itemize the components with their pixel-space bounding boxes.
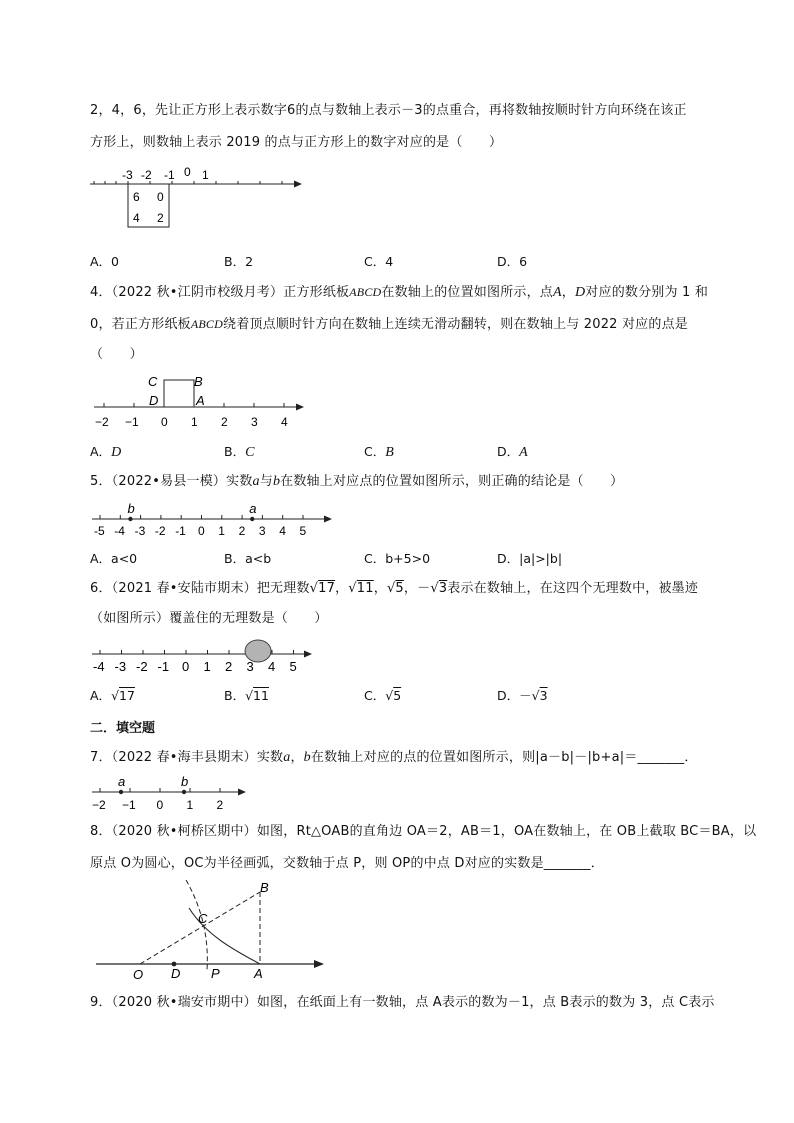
q7-axis-label: 0 bbox=[156, 798, 164, 812]
q5-text-line1: 5．（2022•易县一模）实数a与b在数轴上对应点的位置如图所示，则正确的结论是（ ） bbox=[90, 474, 624, 489]
q6-axis-label: -1 bbox=[157, 659, 170, 674]
q4-axis-label: 3 bbox=[251, 415, 258, 429]
q5-axis-label: -1 bbox=[175, 524, 186, 538]
q5-axis-label: -4 bbox=[114, 524, 125, 538]
q5-point-label: b bbox=[127, 501, 135, 516]
q5-option-a: A．a<0 bbox=[90, 551, 138, 566]
q5-point bbox=[250, 517, 254, 521]
q3-option-c: C．4 bbox=[364, 254, 394, 269]
q8-label-b: B bbox=[260, 880, 269, 895]
q6-text-line1: 6．（2021 春•安陆市期末）把无理数√17，√11，√5，－√3表示在数轴上，在这四个无理数中，被墨迹 bbox=[90, 581, 699, 596]
q8-segment-ob bbox=[140, 892, 260, 964]
q7-point bbox=[119, 790, 123, 794]
q5-axis-label: 1 bbox=[218, 524, 225, 538]
q3-text-line2: 方形上，则数轴上表示 2019 的点与正方形上的数字对应的是（ ） bbox=[90, 135, 503, 150]
q6-axis-label: 4 bbox=[268, 659, 276, 674]
q4-option-a: A．D bbox=[90, 444, 122, 460]
q7-point-label: a bbox=[118, 774, 126, 789]
q8-label-o: O bbox=[133, 967, 144, 982]
q8-geometry-figure bbox=[94, 880, 334, 980]
q3-option-b: B．2 bbox=[224, 254, 254, 269]
q4-axis-label: 1 bbox=[191, 415, 198, 429]
sqrt-3: √3 bbox=[430, 581, 448, 596]
q4-number-line-figure bbox=[90, 370, 310, 432]
q6-option-d: D．－√3 bbox=[497, 688, 548, 703]
q8-label-d: D bbox=[171, 966, 181, 981]
q7-axis-label: −2 bbox=[92, 798, 106, 812]
sqrt-5: √5 bbox=[386, 581, 404, 596]
q5-point bbox=[128, 517, 132, 521]
q6-axis-label: -2 bbox=[136, 659, 148, 674]
q8-label-c: C bbox=[198, 911, 208, 926]
q7-point-label: b bbox=[181, 774, 189, 789]
q7-number-line-figure bbox=[90, 773, 260, 815]
q6-axis-label: -4 bbox=[93, 659, 105, 674]
q5-axis-label: 5 bbox=[299, 524, 307, 538]
q3-square-number: 2 bbox=[157, 211, 164, 225]
q3-text-line1: 2，4，6，先让正方形上表示数字6的点与数轴上表示－3的点重合，再将数轴按顺时针方向环绕在该正 bbox=[90, 103, 687, 118]
q5-axis-label: -2 bbox=[154, 524, 166, 538]
q8-label-p: P bbox=[211, 966, 220, 981]
q4-option-b: B．C bbox=[224, 444, 255, 460]
q3-axis-label: -1 bbox=[164, 168, 175, 182]
q6-axis-label: -3 bbox=[114, 659, 127, 674]
q6-text-line2: （如图所示）覆盖住的无理数是（ ） bbox=[90, 611, 328, 626]
q9-text-line1: 9．（2020 秋•瑞安市期中）如图，在纸面上有一数轴，点 A表示的数为－1，点 B表示的数为 3，点 C表示 bbox=[90, 995, 715, 1010]
q4-text-line3: （ ） bbox=[90, 347, 143, 362]
q7-axis-label: 2 bbox=[216, 798, 224, 812]
q4-axis-label: 0 bbox=[161, 415, 168, 429]
q3-square-number: 4 bbox=[133, 211, 140, 225]
q4-option-d: D．A bbox=[497, 444, 528, 460]
q3-option-d: D．6 bbox=[497, 254, 528, 269]
q6-option-a: A．√17 bbox=[90, 688, 135, 703]
q6-option-c: C．√5 bbox=[364, 688, 402, 703]
q3-axis-label: 1 bbox=[202, 168, 209, 182]
q6-number-line-figure bbox=[90, 636, 320, 674]
q3-axis-label: -3 bbox=[122, 168, 133, 182]
q6-axis-label: 0 bbox=[182, 659, 190, 674]
sqrt-11: √11 bbox=[348, 581, 374, 596]
q4-vertex-label: B bbox=[194, 374, 203, 389]
q5-point-label: a bbox=[249, 501, 257, 516]
q4-text-line1: 4．（2022 秋•江阴市校级月考）正方形纸板ABCD在数轴上的位置如图所示，点A，D对应的数分别为 1 和 bbox=[90, 285, 709, 300]
q7-axis-label: −1 bbox=[122, 798, 136, 812]
q5-axis-label: -3 bbox=[134, 524, 146, 538]
q8-text-line2: 原点 O为圆心，OC为半径画弧，交数轴于点 P，则 OP的中点 D对应的实数是_______． bbox=[90, 856, 604, 871]
q5-number-line-figure bbox=[90, 497, 340, 542]
q4-vertex-label: D bbox=[149, 393, 159, 408]
q8-text-line1: 8．（2020 秋•柯桥区期中）如图，Rt△OAB的直角边 OA＝2，AB＝1，OA在数轴上，在 OB上截取 BC＝BA，以 bbox=[90, 824, 757, 839]
q6-axis-label: 5 bbox=[289, 659, 297, 674]
q4-axis-label: 4 bbox=[281, 415, 288, 429]
q5-option-c: C．b+5>0 bbox=[364, 551, 431, 566]
q5-option-d: D．|a|>|b| bbox=[497, 551, 563, 566]
q6-axis-label: 3 bbox=[246, 659, 254, 674]
q3-square-number: 0 bbox=[157, 190, 164, 204]
q5-option-b: B．a<b bbox=[224, 551, 272, 566]
q4-option-c: C．B bbox=[364, 444, 394, 460]
q6-axis-label: 1 bbox=[203, 659, 211, 674]
q4-axis-label: −2 bbox=[95, 415, 109, 429]
q5-axis-label: 3 bbox=[258, 524, 266, 538]
q3-square-number: 6 bbox=[133, 190, 140, 204]
q7-point bbox=[182, 790, 186, 794]
section-title-fill-blank: 二．填空题 bbox=[90, 721, 156, 736]
q3-option-a: A．0 bbox=[90, 254, 120, 269]
q4-axis-label: −1 bbox=[125, 415, 139, 429]
q7-axis-label: 1 bbox=[186, 798, 194, 812]
q4-vertex-label: A bbox=[196, 393, 205, 408]
q5-axis-label: 0 bbox=[198, 524, 205, 538]
q5-axis-label: 2 bbox=[238, 524, 246, 538]
q4-text-line2: 0，若正方形纸板ABCD绕着顶点顺时针方向在数轴上连续无滑动翻转，则在数轴上与 2022 对应的点是 bbox=[90, 317, 688, 332]
sqrt-17: √17 bbox=[309, 581, 336, 596]
q3-axis-label: -2 bbox=[141, 168, 152, 182]
q3-axis-label: 0 bbox=[184, 165, 191, 179]
q4-square-abcd bbox=[164, 380, 194, 407]
q5-axis-label: -5 bbox=[94, 524, 105, 538]
q3-number-line-figure bbox=[88, 160, 308, 230]
q6-axis-label: 2 bbox=[225, 659, 233, 674]
q5-axis-label: 4 bbox=[279, 524, 286, 538]
q7-text-line1: 7．（2022 春•海丰县期末）实数a，b在数轴上对应的点的位置如图所示，则|a－b|－|b+a|＝_______． bbox=[90, 750, 698, 765]
q6-option-b: B．√11 bbox=[224, 688, 269, 703]
q4-axis-label: 2 bbox=[221, 415, 228, 429]
q6-ink-blot bbox=[245, 640, 271, 662]
q4-vertex-label: C bbox=[148, 374, 158, 389]
q8-label-a: A bbox=[254, 966, 263, 981]
